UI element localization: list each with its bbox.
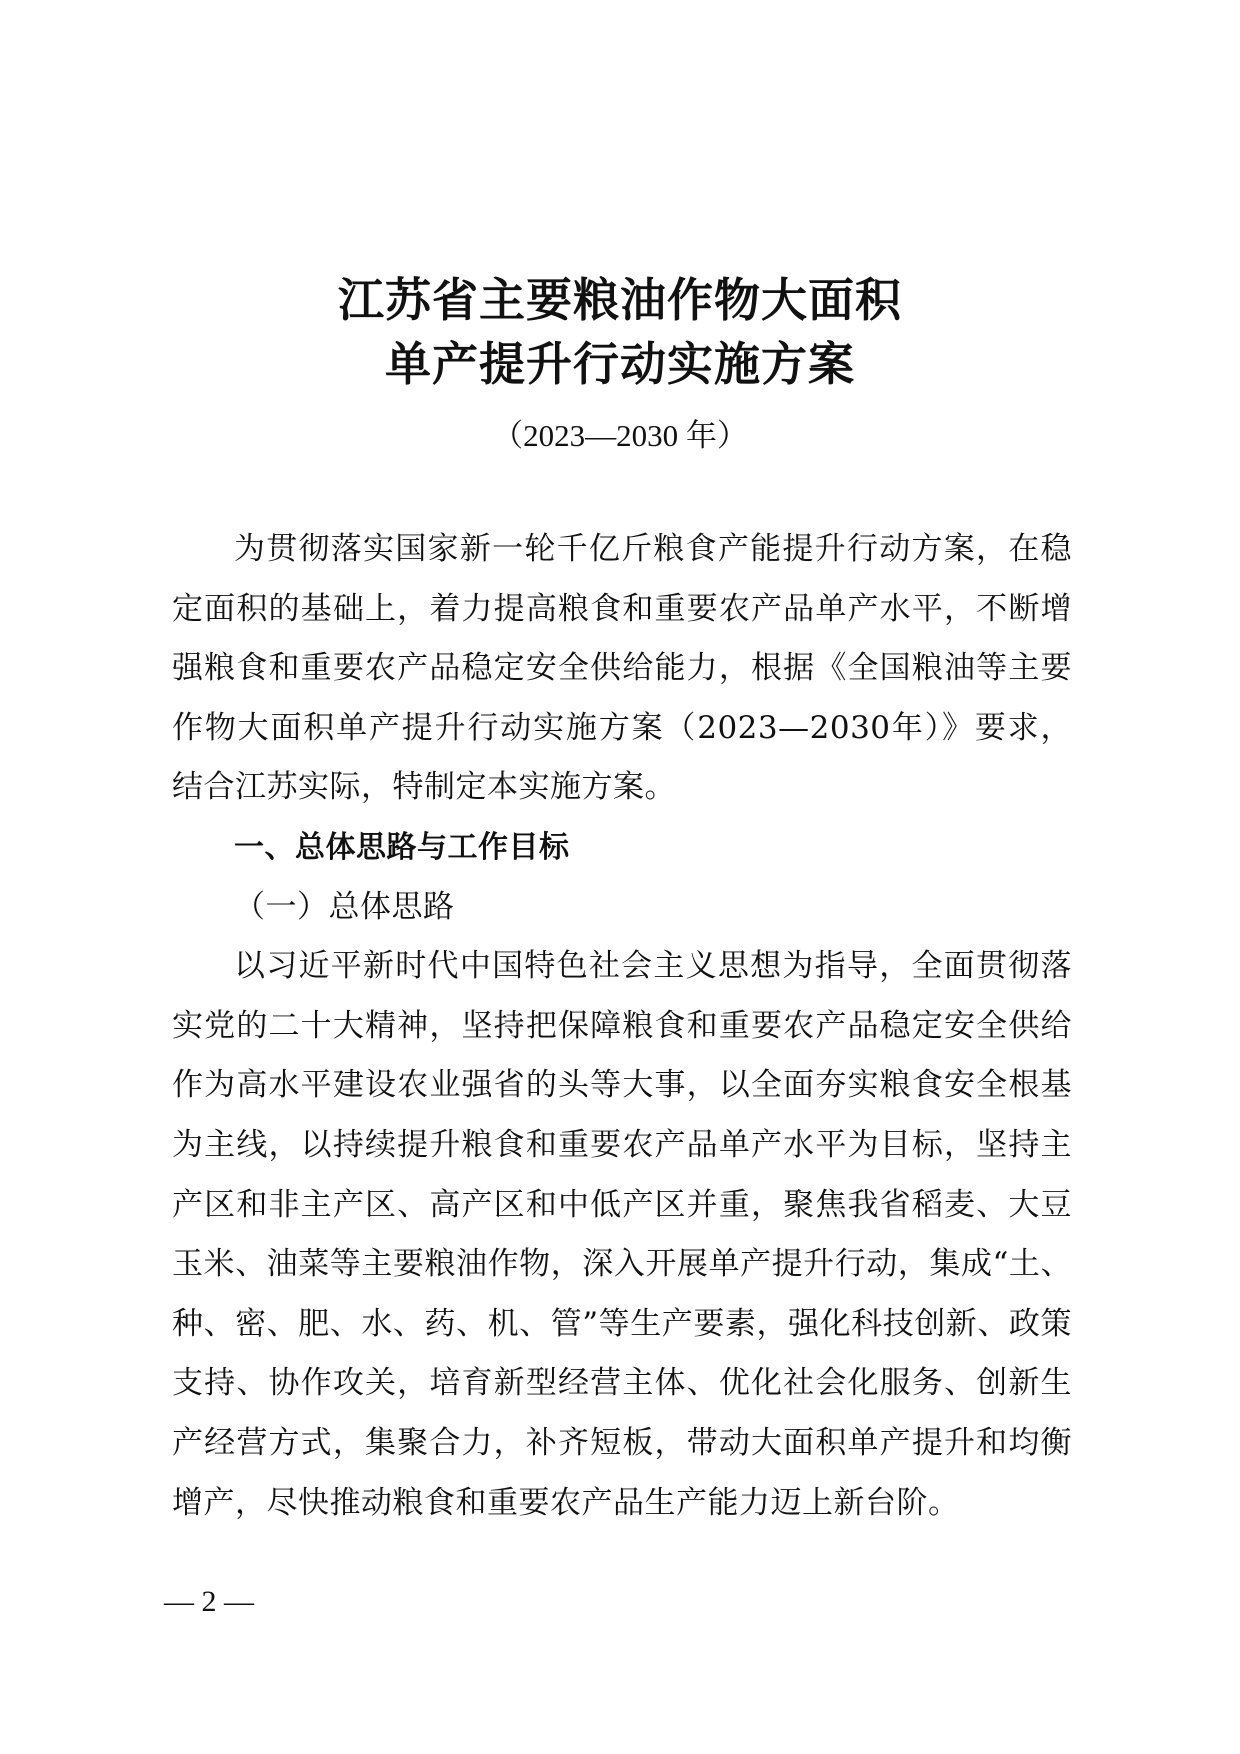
document-subtitle: （2023—2030 年）: [492, 418, 748, 453]
subsection-heading: （一）总体思路: [234, 888, 455, 925]
page-number: — 2 —: [164, 1585, 254, 1618]
document-title-line-2: 单产提升行动实施方案: [385, 337, 855, 391]
intro-paragraph: 为贯彻落实国家新一轮千亿斤粮食产能提升行动方案，在稳定面积的基础上，着力提高粮食和重要农产品单产水平，不断增强粮食和重要农产品稳定安全供给能力，根据《全国粮油等主要作物大面积单产提升行动实施方案（2023—2030年）》要求，结合江苏实际，特制定本实施方案。: [172, 531, 1072, 806]
subsection-paragraph: 以习近平新时代中国特色社会主义思想为指导，全面贯彻落实党的二十大精神，坚持把保障粮食和重要农产品稳定安全供给作为高水平建设农业强省的头等大事，以全面夯实粮食安全根基为主线，以持续提升粮食和重要农产品单产水平为目标，坚持主产区和非主产区、高产区和中低产区并重，聚焦我省稻麦、大豆玉米、油菜等主要粮油作物，深入开展单产提升行动，集成“土、种、密、肥、水、药、机、管”等生产要素，强化科技创新、政策支持、协作攻关，培育新型经营主体、优化社会化服务、创新生产经营方式，集聚合力，补齐短板，带动大面积单产提升和均衡增产，尽快推动粮食和重要农产品生产能力迈上新台阶。: [172, 948, 1072, 1521]
title-block: [0, 268, 1240, 456]
document-body: [172, 520, 1072, 1533]
section-heading: 一、总体思路与工作目标: [234, 829, 570, 865]
document-title-line-1: 江苏省主要粮油作物大面积: [338, 273, 902, 327]
